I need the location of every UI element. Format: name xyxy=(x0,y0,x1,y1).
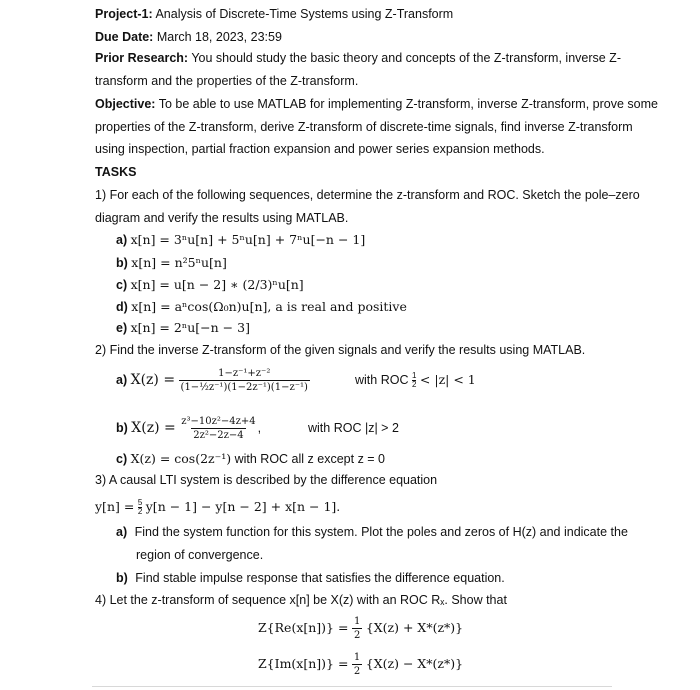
task2-item-a xyxy=(116,366,310,394)
numerator: 1−z⁻¹+z⁻² xyxy=(218,368,271,380)
objective-label: Objective: xyxy=(95,97,156,111)
half-fraction xyxy=(412,372,416,389)
comma: , xyxy=(257,421,262,435)
due-label: Due Date: xyxy=(95,30,154,44)
numerator: 1 xyxy=(411,371,417,381)
project-label: Project-1: xyxy=(95,7,153,21)
denominator: 2 xyxy=(411,380,417,390)
item-text: Find the system function for this system. Plot the poles and zeros of H(z) and indicate the xyxy=(134,525,628,539)
eq-left: y[n] = xyxy=(95,499,135,514)
item-label: a) xyxy=(116,373,128,387)
item-label: d) xyxy=(116,300,128,314)
due-value: March 18, 2023, 23:59 xyxy=(156,30,282,44)
task3-item-b xyxy=(116,570,505,586)
task1-item-c xyxy=(116,277,304,293)
item-expression: x[n] = aⁿcos(Ω₀n)u[n], a is real and positive xyxy=(131,299,407,314)
task1-line-2: diagram and verify the results using MATLAB. xyxy=(95,211,349,225)
fraction xyxy=(179,415,257,442)
task1-item-d xyxy=(116,299,407,315)
roc-label: with ROC xyxy=(355,373,409,387)
item-text: Find stable impulse response that satisfies the difference equation. xyxy=(135,571,505,585)
task4-equation-1 xyxy=(258,615,463,642)
objective-line-3: using inspection, partial fraction expansion and power series expansion methods. xyxy=(95,142,545,156)
five-halves xyxy=(138,499,142,516)
item-label: c) xyxy=(116,452,128,466)
item-label: c) xyxy=(116,278,128,292)
half-fraction xyxy=(352,651,362,678)
numerator: 1 xyxy=(353,652,361,664)
prior-label: Prior Research: xyxy=(95,51,189,65)
item-expression: x[n] = 2ⁿu[−n − 3] xyxy=(130,320,250,335)
lhs: X(z) = xyxy=(131,420,176,436)
objective-text-1: To be able to use MATLAB for implementing Z-transform, inverse Z-transform, prove some xyxy=(158,97,658,111)
page-bottom-divider xyxy=(92,686,612,687)
denominator: 2 xyxy=(353,666,361,678)
task3-heading: 3) A causal LTI system is described by the difference equation xyxy=(95,473,438,487)
item-expression: x[n] = 3ⁿu[n] + 5ⁿu[n] + 7ⁿu[−n − 1] xyxy=(130,232,366,247)
item-label: b) xyxy=(116,571,128,585)
item-label: e) xyxy=(116,321,128,335)
item-expression: x[n] = n²5ⁿu[n] xyxy=(131,255,227,270)
tasks-heading: TASKS xyxy=(95,165,137,179)
task4-heading: 4) Let the z-transform of sequence x[n] be X(z) with an ROC Rₓ. Show that xyxy=(95,593,507,607)
denominator: (1−½z⁻¹)(1−2z⁻¹)(1−z⁻¹) xyxy=(180,382,308,394)
due-date-line xyxy=(95,29,282,45)
denominator: 2 xyxy=(353,630,361,642)
item-label: b) xyxy=(116,256,128,270)
numerator: z³−10z²−4z+4 xyxy=(181,416,256,428)
prior-text-1: You should study the basic theory and concepts of the Z-transform, inverse Z- xyxy=(191,51,621,65)
task2-a-roc xyxy=(355,372,476,389)
roc-expression: < |z| < 1 xyxy=(419,372,476,387)
task1-item-b xyxy=(116,255,227,271)
task3-equation xyxy=(95,496,340,518)
task2-item-c xyxy=(116,451,385,467)
task2-b-roc: with ROC |z| > 2 xyxy=(308,421,399,435)
item-expression: x[n] = u[n − 2] ∗ (2/3)ⁿu[n] xyxy=(130,277,304,292)
denominator: 2 xyxy=(137,507,143,517)
eq-left: Z{Im(x[n])} = xyxy=(258,656,349,671)
numerator: 5 xyxy=(137,498,143,508)
task2-heading: 2) Find the inverse Z-transform of the given signals and verify the results using MATLAB. xyxy=(95,343,586,357)
lhs: X(z) = xyxy=(130,372,176,388)
eq-left: Z{Re(x[n])} = xyxy=(258,620,349,635)
fraction xyxy=(179,367,310,394)
item-label: a) xyxy=(116,233,128,247)
half-fraction xyxy=(352,615,362,642)
roc-text: with ROC all z except z = 0 xyxy=(234,452,386,466)
eq-right: {X(z) − X*(z*)} xyxy=(365,656,464,671)
project-title-line xyxy=(95,6,453,22)
denominator: 2z²−2z−4 xyxy=(193,430,244,442)
prior-research-line-2: transform and the properties of the Z-transform. xyxy=(95,74,359,88)
numerator: 1 xyxy=(353,616,361,628)
objective-line-1 xyxy=(95,96,658,112)
item-label: b) xyxy=(116,421,128,435)
task3-item-a xyxy=(116,524,628,540)
task2-item-b xyxy=(116,414,261,442)
item-expression: X(z) = cos(2z⁻¹) xyxy=(130,451,232,466)
objective-line-2: properties of the Z-transform, derive Z-transform of discrete-time signals, find inverse Z-transform xyxy=(95,120,633,134)
eq-right: y[n − 1] − y[n − 2] + x[n − 1]. xyxy=(145,499,341,514)
task1-line-1: 1) For each of the following sequences, determine the z-transform and ROC. Sketch the pole–zero xyxy=(95,188,640,202)
task4-equation-2 xyxy=(258,651,463,678)
task1-item-e xyxy=(116,320,250,336)
eq-right: {X(z) + X*(z*)} xyxy=(365,620,464,635)
item-label: a) xyxy=(116,525,128,539)
task3-item-a-line-2: region of convergence. xyxy=(136,548,264,562)
task1-item-a xyxy=(116,232,365,248)
prior-research-line-1 xyxy=(95,50,621,66)
project-title: Analysis of Discrete-Time Systems using Z-Transform xyxy=(155,7,454,21)
